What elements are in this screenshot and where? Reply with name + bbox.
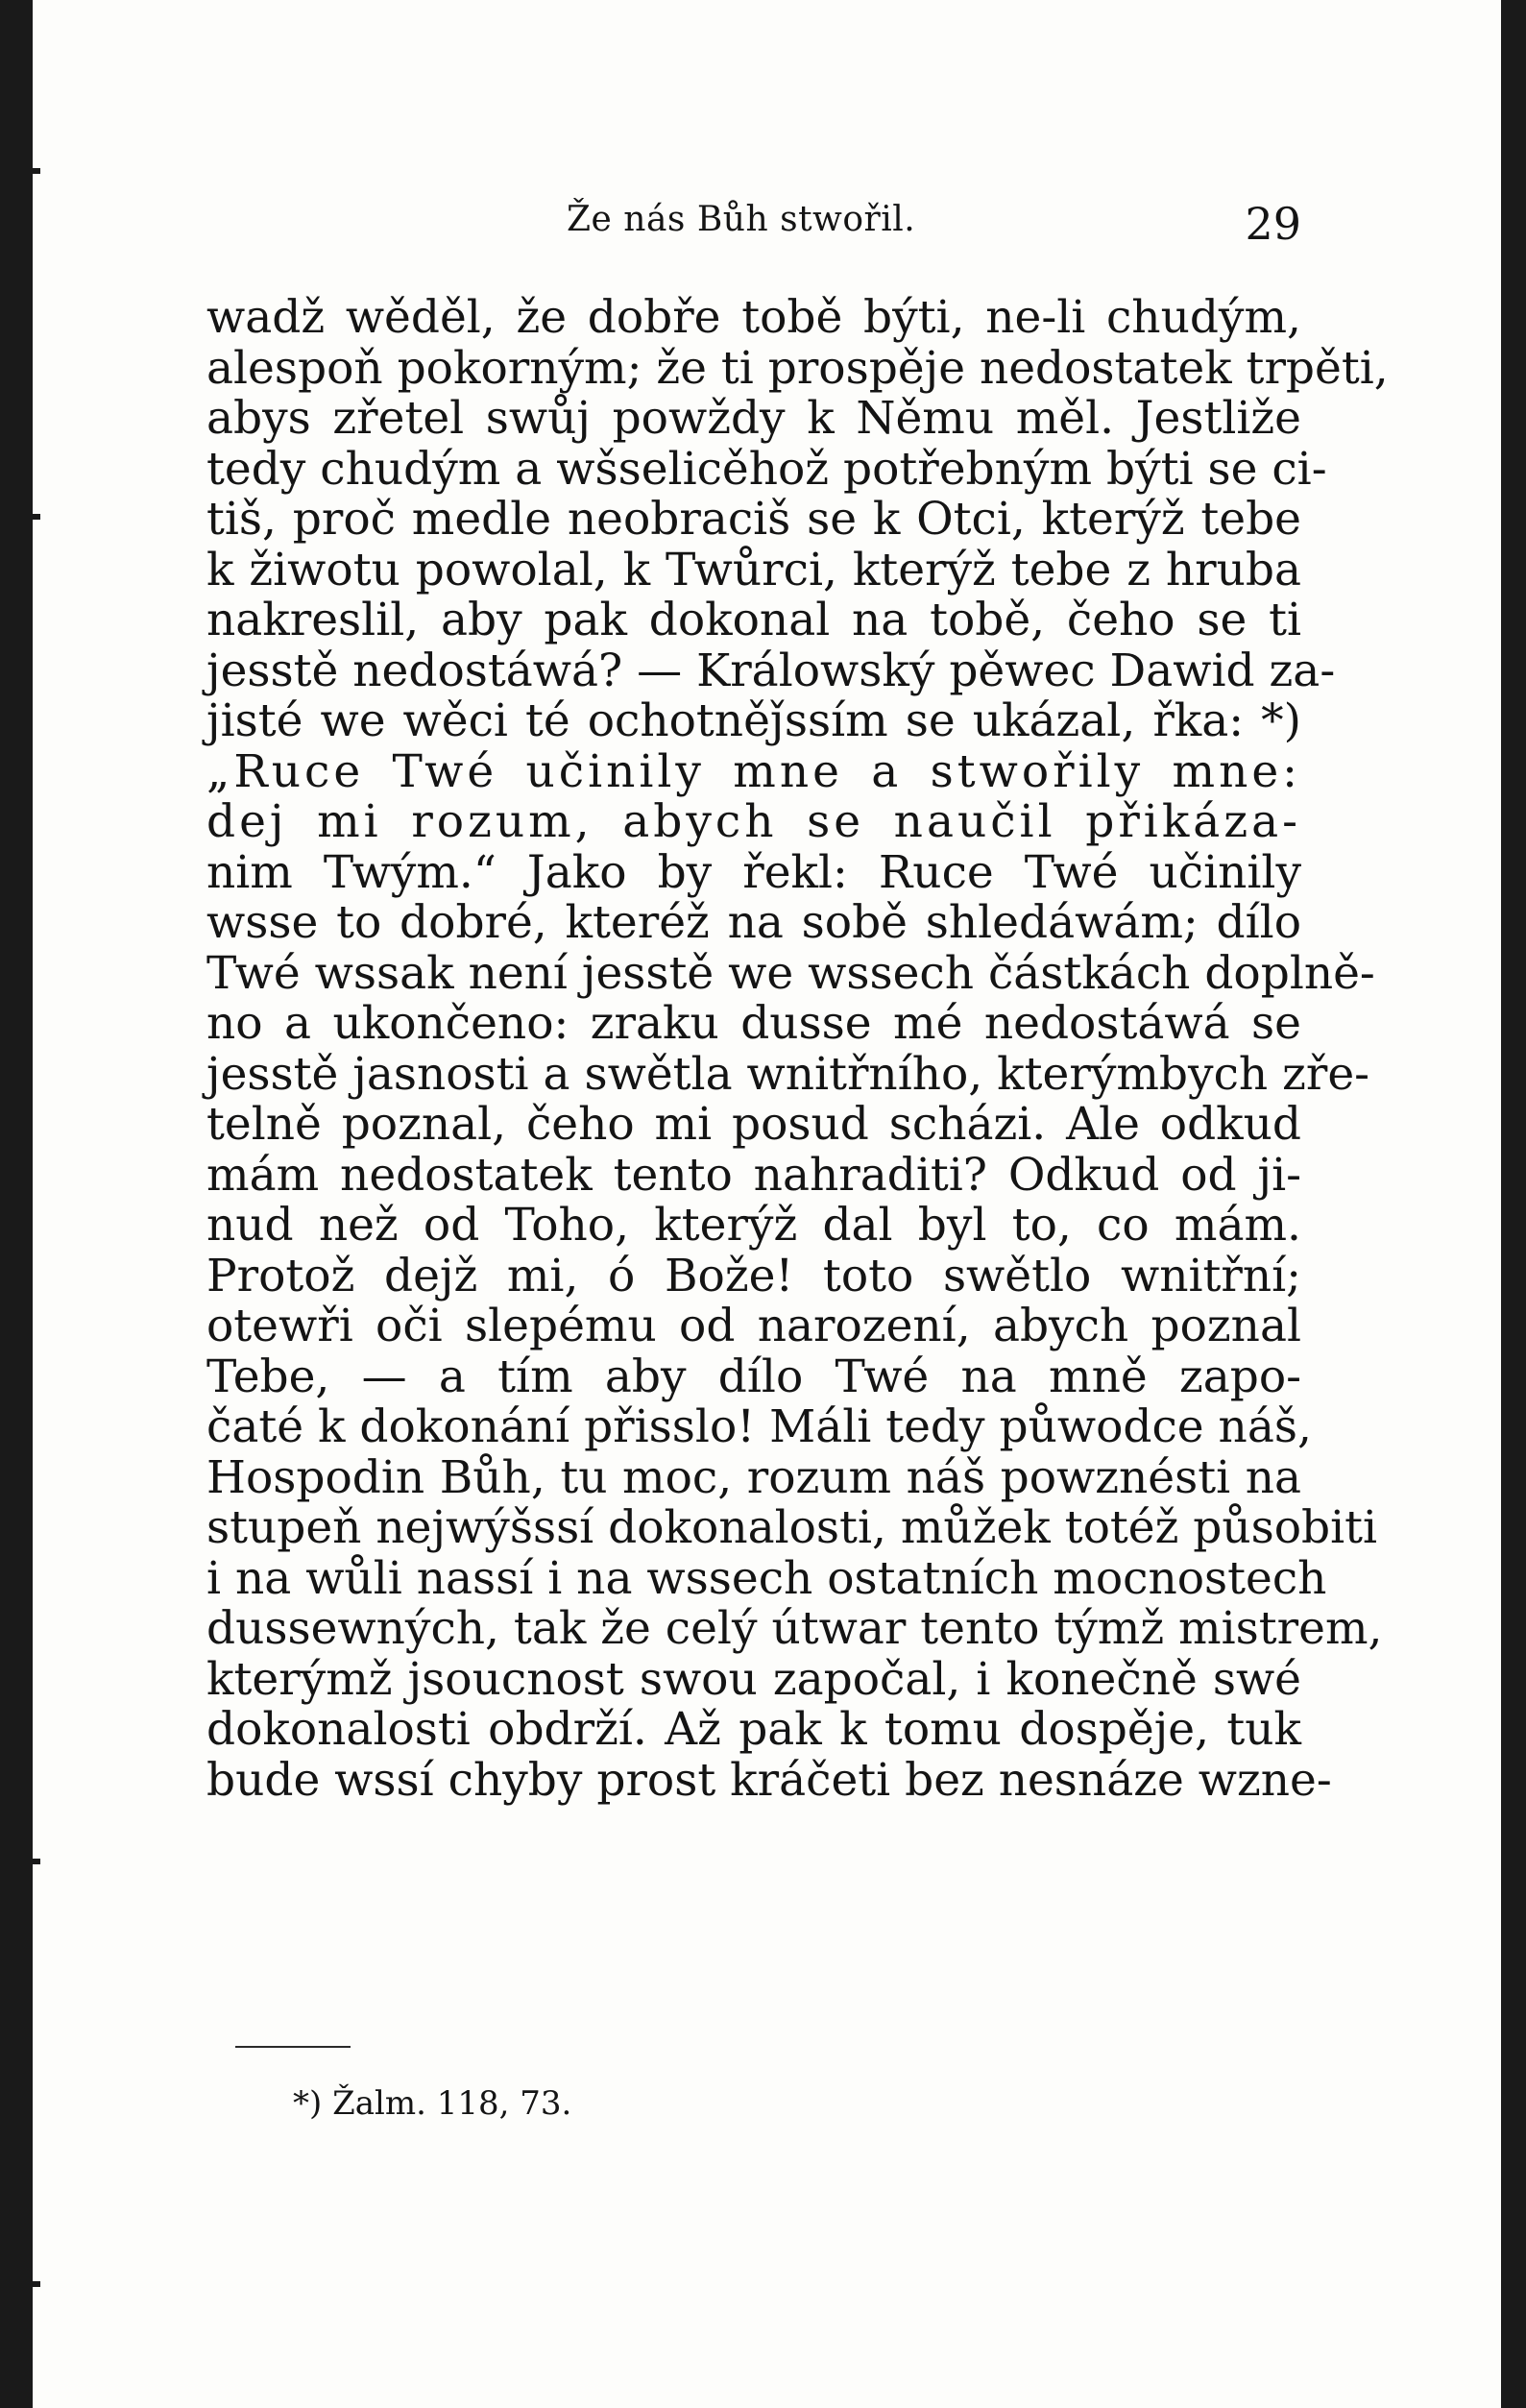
page-header <box>216 200 1301 257</box>
text-line: otewři oči slepému od narození, abych poznal <box>206 1300 1301 1352</box>
page-number: 29 <box>1245 198 1301 250</box>
text-line: tedy chudým a wšselicěhož potřebným býti se ci- <box>206 442 1327 496</box>
edge-mark <box>21 1859 40 1864</box>
text-line: dej mi rozum, abych se naučil přikáza- <box>206 795 1301 848</box>
text-line: i na wůli nassí i na wssech ostatních mocnostech <box>206 1551 1327 1605</box>
page-left-edge <box>0 0 33 2408</box>
text-line: jesstě nedostáwá? — Králowský pěwec Dawid za- <box>206 644 1336 697</box>
text-line: stupeň nejwýšssí dokonalosti, můžek totéž působiti <box>206 1501 1378 1554</box>
text-line: Hospodin Bůh, tu moc, rozum náš powznésti na <box>206 1450 1301 1504</box>
running-title: Že nás Bůh stwořil. <box>567 200 916 239</box>
edge-mark <box>21 168 40 174</box>
page-right-edge <box>1501 0 1526 2408</box>
text-line: Tebe, — a tím aby dílo Twé na mně zapo- <box>206 1350 1301 1403</box>
text-line: nud než od Toho, kterýž dal byl to, co mám. <box>206 1199 1301 1252</box>
body-text <box>206 291 1389 1807</box>
text-line: čaté k dokonání přisslo! Máli tedy půwodce náš, <box>206 1400 1312 1453</box>
text-line: Protož dejž mi, ó Bože! toto swětlo wnitřní; <box>206 1249 1301 1302</box>
text-line: wadž wěděl, že dobře tobě býti, ne-li chudým, <box>206 291 1301 344</box>
text-line: kterýmž jsoucnost swou započal, i konečně swé <box>206 1652 1301 1706</box>
text-line: jisté we wěci té ochotněǰssím se ukázal, řka: *) <box>206 694 1301 747</box>
text-line: dussewných, tak že celý útwar tento týmž mistrem, <box>206 1602 1383 1655</box>
text-line: nim Twým.“ Jako by řekl: Ruce Twé učinily <box>206 845 1301 899</box>
text-line: „Ruce Twé učinily mne a stwořily mne: <box>206 744 1301 798</box>
text-line: wsse to dobré, kteréž na sobě shledáwám; dílo <box>206 896 1301 949</box>
text-line: Twé wssak není jesstě we wssech částkách doplně- <box>206 946 1375 1000</box>
text-line: telně poznal, čeho mi posud scházi. Ale odkud <box>206 1098 1301 1151</box>
text-line: nakreslil, aby pak dokonal na tobě, čeho se ti <box>206 594 1301 646</box>
text-line: dokonalosti obdrží. Až pak k tomu dospěje, tuk <box>206 1703 1301 1756</box>
text-line: jesstě jasnosti a swětla wnitřního, kterýmbych zře- <box>206 1047 1370 1101</box>
text-line: no a ukončeno: zraku dusse mé nedostáwá se <box>206 997 1301 1050</box>
text-line: mám nedostatek tento nahraditi? Odkud od ji- <box>206 1148 1301 1202</box>
text-line: bude wssí chyby prost kráčeti bez nesnáze wzne- <box>206 1753 1332 1807</box>
text-line: k žiwotu powolal, k Twůrci, kterýž tebe z hruba <box>206 543 1301 596</box>
footnote-rule <box>235 2046 351 2048</box>
text-line: tiš, proč medle neobraciš se k Otci, kterýž tebe <box>206 493 1301 546</box>
text-line: abys zřetel swůj powždy k Němu měl. Jestliže <box>206 392 1301 445</box>
edge-mark <box>21 2281 40 2287</box>
edge-mark <box>21 514 40 520</box>
text-line: alespoň pokorným; že ti prospěje nedostatek trpěti, <box>206 341 1389 395</box>
footnote: *) Žalm. 118, 73. <box>293 2084 572 2123</box>
